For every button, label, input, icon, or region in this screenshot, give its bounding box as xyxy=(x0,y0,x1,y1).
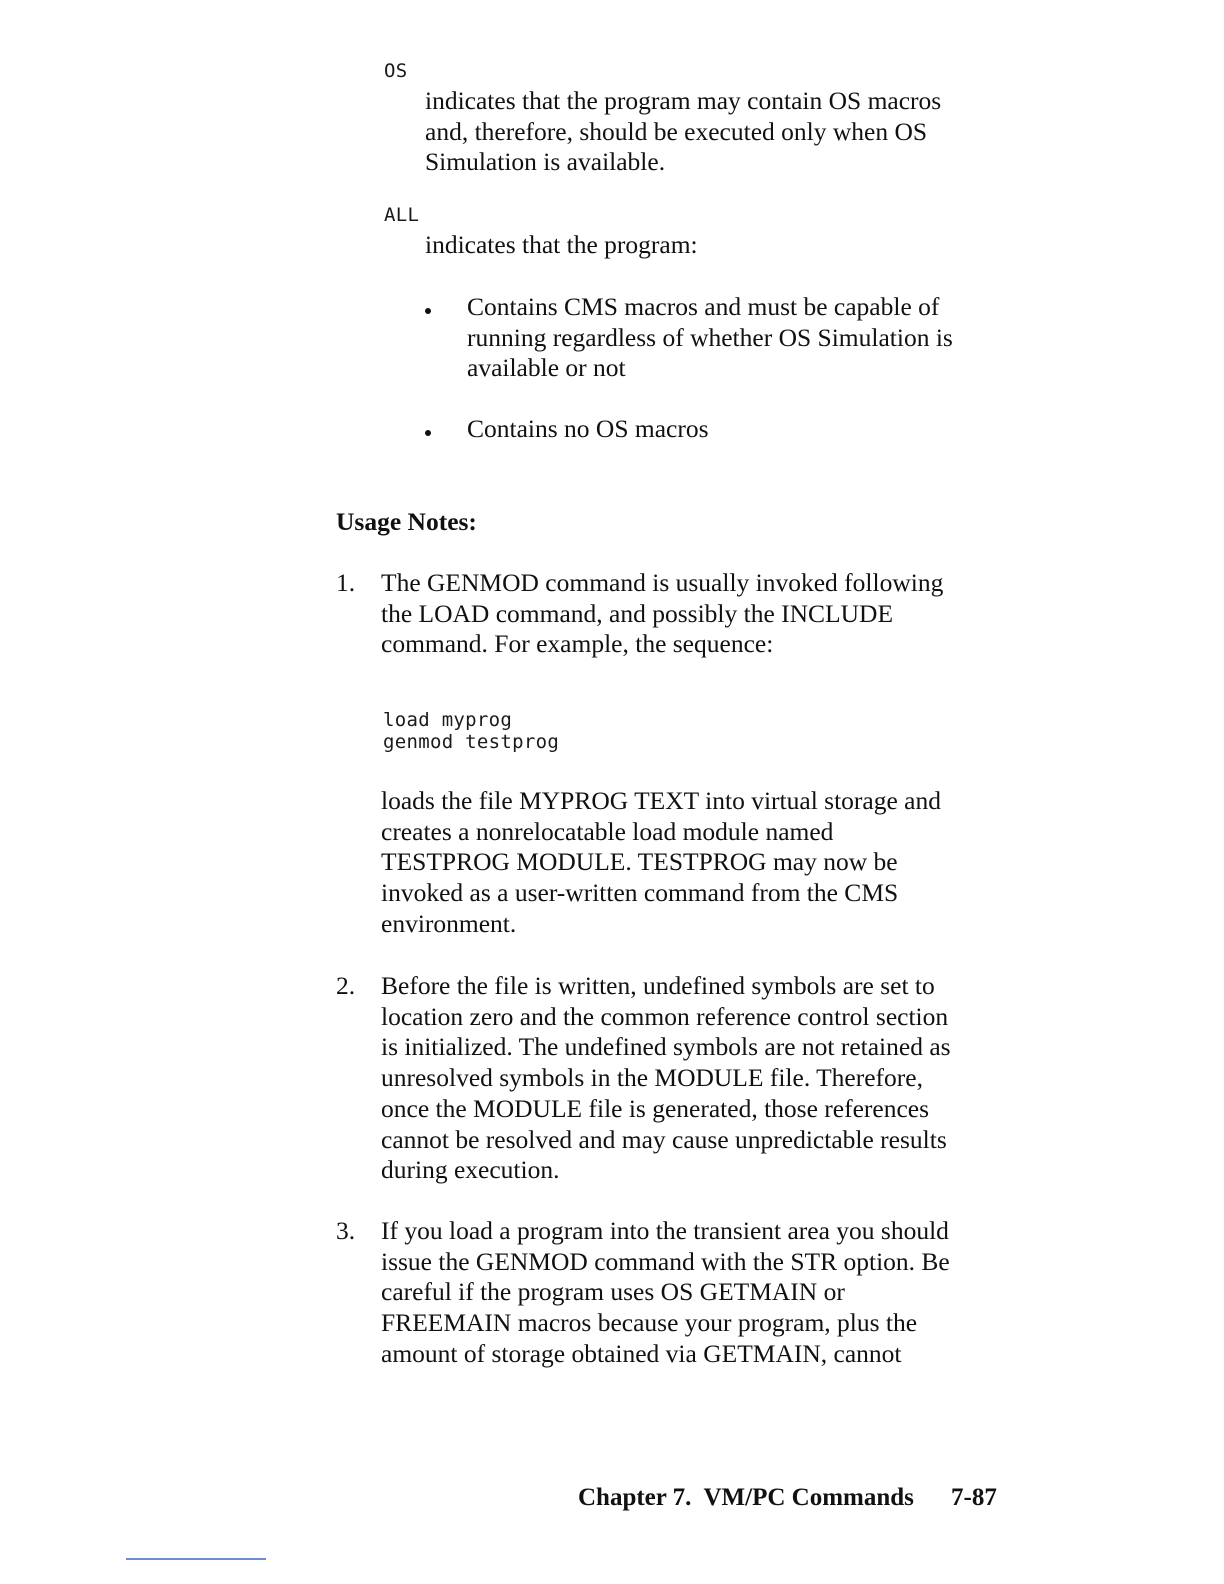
bottom-rule xyxy=(126,1558,266,1560)
option-description-os: indicates that the program may contain OS macros and, therefore, should be executed only when OS Simulation is available. xyxy=(425,86,942,177)
note-number-3: 3. xyxy=(336,1216,356,1245)
note-text-1: The GENMOD command is usually invoked following the LOAD command, and possibly the INCLUDE command. For example, the sequence: xyxy=(381,568,944,659)
option-keyword-all: ALL xyxy=(384,204,420,226)
bullet-item: Contains no OS macros xyxy=(467,414,709,443)
footer-page-number: 7-87 xyxy=(951,1484,997,1511)
usage-notes-heading: Usage Notes: xyxy=(336,507,477,536)
note-number-1: 1. xyxy=(336,568,356,597)
option-description-all: indicates that the program: xyxy=(425,230,698,259)
note-text-2: Before the file is written, undefined symbols are set to location zero and the common reference control section is initialized. The undefined symbols are not retained as unresolved symbols in the MODULE file. Therefore, once the MODULE file is generated, those references cannot be resolved and may cause unpredictable results during execution. xyxy=(381,971,951,1185)
bullet-item: Contains CMS macros and must be capable of running regardless of whether OS Simulation is available or not xyxy=(467,292,953,383)
code-example: load myprog genmod testprog xyxy=(383,709,560,753)
option-keyword-os: OS xyxy=(384,60,408,82)
note-number-2: 2. xyxy=(336,971,356,1000)
footer-chapter-title: Chapter 7. VM/PC Commands xyxy=(578,1484,914,1511)
note-text-1-continued: loads the file MYPROG TEXT into virtual storage and creates a nonrelocatable load module named TESTPROG MODULE. TESTPROG may now be invoked as a user-written command from the CMS environment. xyxy=(381,786,941,938)
bullet-marker xyxy=(425,430,431,436)
note-text-3: If you load a program into the transient area you should issue the GENMOD command with the STR option. Be careful if the program uses OS GETMAIN or FREEMAIN macros because your program, plus the amount of storage obtained via GETMAIN, cannot xyxy=(381,1216,950,1368)
bullet-marker xyxy=(425,308,431,314)
